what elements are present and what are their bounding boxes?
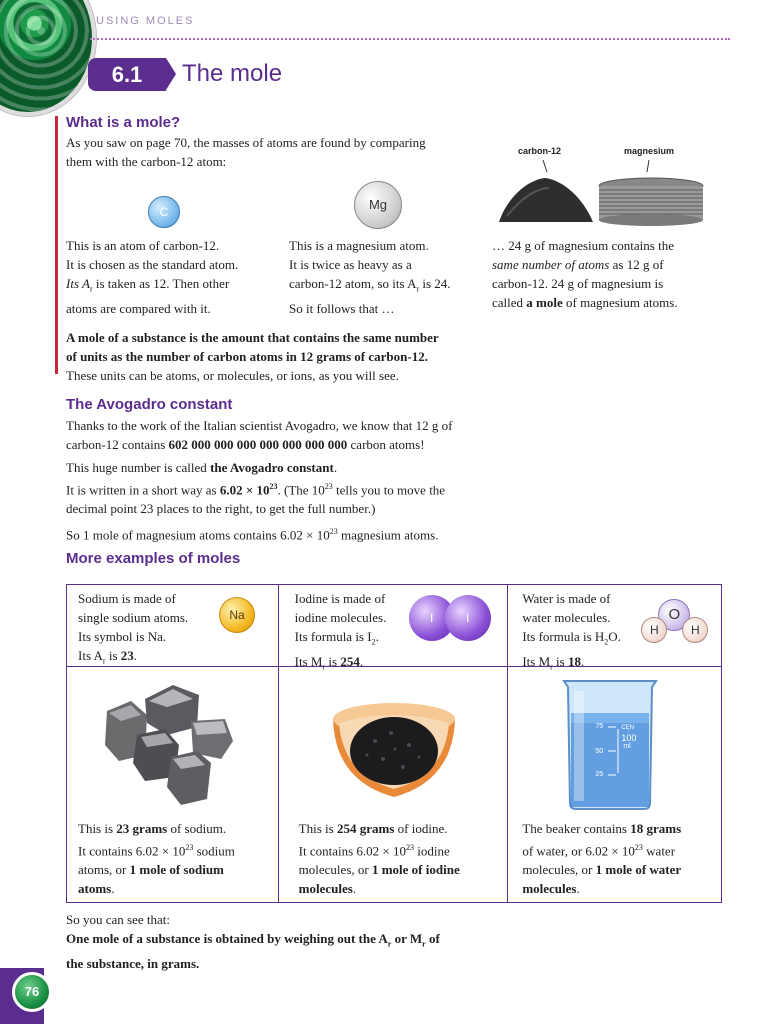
page-number: 76 [12,972,52,1012]
section-badge-arrow [166,58,176,90]
label-carbon-12: carbon-12 [518,146,562,156]
water-info-cell: Water is made of water molecules. Its formula is $H_2O$. Its $M_r$ is 18. O H H [508,585,722,667]
heading-what-is-mole: What is a mole? [66,114,181,131]
hydrogen-atom-icon-1: H [641,617,667,643]
heading-avogadro: The Avogadro constant [66,396,233,413]
carbon-magnesium-photo [497,158,707,228]
carbon-description: This is an atom of carbon-12. It is chosen as the standard atom. Its $A_r$ is taken as 12. Then other atoms are compared with it. [66,238,239,316]
intro-line-2: them with the carbon-12 atom: [66,154,227,169]
section-number-badge: 6.1 [88,58,166,91]
beaker-mark-75: 75 [595,723,604,730]
intro-text [66,133,486,171]
margin-rule [55,116,58,374]
heading-more-examples: More examples of moles [66,550,241,567]
mole-description: … 24 g of magnesium contains the same number of atoms as 12 g of carbon-12. 24 g of magnesium is called a mole of magnesium atoms. [492,238,678,310]
conclusion-text: So you can see that: One mole of a substance is obtained by weighing out the $A_r$ or $M_r$ of the substance, in grams. [66,912,440,971]
decorative-molecule-ball [0,0,96,116]
oxygen-atom-icon: O [658,599,690,631]
beaker-mark-25: 25 [595,771,604,778]
hydrogen-atom-icon-2: H [682,617,708,643]
beaker-mark-50: 50 [595,748,604,755]
water-photo-cell: 75 50 25 CĘN 100 ml The beaker contains 18 grams of water, or $6.02 \times 10^{23}$ water molecules, or 1 mole of water molecules. [508,667,722,903]
sodium-info-cell: Sodium is made of single sodium atoms. Its symbol is Na. Its $A_r$ is 23. Na [67,585,279,667]
sodium-lumps-photo [101,681,241,811]
sodium-photo-cell: This is 23 grams of sodium. It contains $6.02 \times 10^{23}$ sodium atoms, or 1 mole of sodium atoms. [67,667,279,903]
iodine-atom-icon-1: I [409,595,455,641]
beaker-capacity: 100 [621,733,637,743]
iodine-atom-icon-2: I [445,595,491,641]
section-label: USING MOLES [96,15,195,27]
page-title: The mole [182,60,283,87]
avogadro-text: Thanks to the work of the Italian scientist Avogadro, we know that 12 g of carbon-12 contains 602 000 000 000 000 000 000 000 carbon atoms! This huge number is called the Avogadro constant. It is written in a short way as $6.02 \times 10^{23}$. (The $10^{23}$ tells you to move the decimal point 23 places to the right, to get the full number.) So 1 mole of magnesium atoms contains $6.02 \times 10^{23}$ magnesium atoms. [66,418,453,543]
mole-definition: A mole of a substance is the amount that contains the same number of units as the number of carbon atoms in 12 grams of carbon-12. These units can be atoms, or molecules, or ions, as you will see. [66,330,439,383]
magnesium-atom-icon: Mg [354,181,402,229]
beaker-brand: CĘN [621,725,634,731]
dotted-divider [90,38,730,40]
iodine-bowl-photo [329,685,459,805]
water-beaker-photo [558,673,662,813]
sodium-atom-icon: Na [219,597,255,633]
iodine-photo-cell: This is 254 grams of iodine. It contains $6.02 \times 10^{23}$ iodine molecules, or 1 mole of iodine molecules. [278,667,508,903]
beaker-unit: ml [623,743,631,750]
label-magnesium: magnesium [624,146,675,156]
magnesium-description: This is a magnesium atom. It is twice as heavy as a carbon-12 atom, so its $A_r$ is 24. So it follows that … [289,238,451,316]
carbon-atom-icon: C [148,196,180,228]
examples-table [66,584,722,903]
intro-line-1: As you saw on page 70, the masses of atoms are found by comparing [66,135,426,150]
iodine-info-cell: Iodine is made of iodine molecules. Its formula is $I_2$. Its $M_r$ is 254. I I [278,585,508,667]
